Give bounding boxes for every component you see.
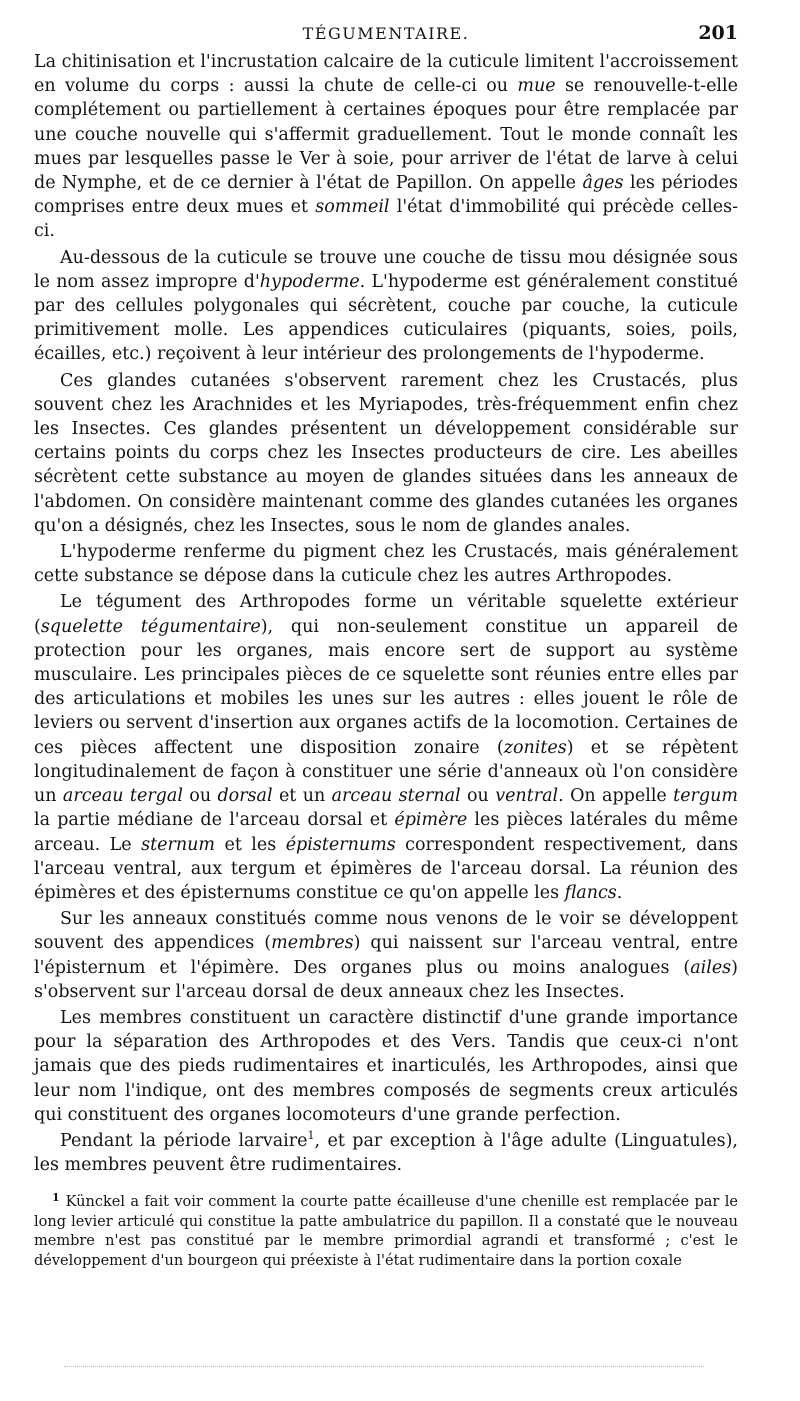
italic-term: ailes — [690, 957, 732, 978]
text-run: . — [616, 882, 623, 903]
italic-term: arceau sternal — [331, 786, 461, 807]
text-run: ) s'observent sur l'arceau dorsal de deux anneaux chez les Insectes. — [34, 957, 738, 1002]
italic-term: dorsal — [217, 786, 273, 807]
paragraph — [34, 1129, 738, 1177]
bottom-dotted-rule — [64, 1366, 704, 1367]
text-run: La chitinisation et l'incrustation calcaire de la cuticule limitent l'accroissement en volume du corps : aussi la chute de celle-ci ou — [34, 52, 738, 97]
text-run: ) et se répètent longitudinalement de façon à constituer une série d'anneaux où l'on considère un — [34, 737, 739, 807]
italic-term: épisternums — [285, 834, 396, 855]
text-run: et les — [215, 834, 286, 855]
text-run: l'état d'immobilité qui précède celles-ci. — [34, 197, 738, 242]
text-run: ou — [182, 786, 218, 807]
body-text — [34, 50, 738, 1177]
italic-term: squelette tégumentaire — [40, 616, 261, 637]
footnote-ref: 1 — [307, 1129, 315, 1143]
text-run: les périodes comprises entre deux mues et — [34, 173, 738, 218]
text-run: ou — [460, 786, 496, 807]
paragraph — [34, 1006, 738, 1127]
italic-term: mue — [517, 76, 556, 97]
italic-term: épimère — [394, 810, 468, 831]
page-number: 201 — [698, 22, 738, 44]
paragraph — [34, 50, 738, 244]
italic-term: arceau tergal — [62, 786, 183, 807]
text-run: . L'hypoderme est généralement constitué par des cellules polygonales qui sécrètent, couche par couche, la cuticule primitivement molle. Les appendices cuticulaires (piquants, soies, poils, écailles, etc.) reçoivent à leur intérieur des prolongements de l'hypoderme. — [34, 271, 738, 365]
italic-term: membres — [271, 933, 354, 954]
paragraph — [34, 369, 738, 538]
text-run: la partie médiane de l'arceau dorsal et — [34, 810, 395, 831]
running-head — [34, 22, 738, 50]
paragraph — [34, 540, 738, 588]
italic-term: ventral — [495, 786, 559, 807]
italic-term: sommeil — [315, 197, 390, 218]
book-page — [34, 22, 738, 1271]
text-run: se renouvelle-t-elle complétement ou partiellement à certaines époques pour être remplacée par une couche nouvelle qui s'affermit graduellement. Tout le monde connaît les mues par lesquelles passe le Ver à soie, pour arriver de l'état de larve à celui de Nymphe, et de ce dernier à l'état de Papillon. On appelle — [34, 76, 738, 194]
text-run: et un — [272, 786, 332, 807]
italic-term: sternum — [141, 834, 215, 855]
text-run: ) qui naissent sur l'arceau ventral, entre l'épisternum et l'épimère. Des organes plus ou moins analogues ( — [34, 933, 738, 978]
text-run: Le tégument des Arthropodes forme un véritable squelette extérieur ( — [34, 592, 738, 637]
text-run: Les membres constituent un caractère distinctif d'une grande importance pour la séparation des Arthropodes et des Vers. Tandis que ceux-ci n'ont jamais que des pieds rudimentaires et inarticulés, les Arthropodes, ainsi que leur nom l'indique, ont des membres composés de segments creux articulés qui constituent des organes locomoteurs d'une grande perfection. — [34, 1007, 738, 1125]
text-run: correspondent respectivement, dans l'arceau ventral, aux tergum et épimères de l'arceau dorsal. La réunion des épimères et des épisternums constitue ce qu'on appelle les — [34, 834, 739, 903]
text-run: les pièces latérales du même arceau. Le — [34, 810, 738, 855]
text-run: L'hypoderme renferme du pigment chez les Crustacés, mais généralement cette substance se dépose dans la cuticule chez les autres Arthropodes. — [34, 542, 738, 587]
text-run: ), qui non-seulement constitue un appareil de protection pour les organes, mais encore sert de support au système musculaire. Les principales pièces de ce squelette sont réunies entre elles par des articulations et mobiles les unes sur les autres : elles jouent le rôle de leviers ou servent d'insertion aux organes actifs de la locomotion. Certaines de ces pièces affectent une disposition zonaire ( — [34, 616, 738, 758]
text-run: Au-dessous de la cuticule se trouve une couche de tissu mou désignée sous le nom assez impropre d' — [34, 247, 738, 292]
footnote-mark: 1 — [52, 1190, 60, 1204]
text-run: Ces glandes cutanées s'observent rarement chez les Crustacés, plus souvent chez les Arachnides et les Myriapodes, très-fréquemment enfin chez les Insectes. Ces glandes présentent un développement considérable sur certains points du corps chez les Insectes producteurs de cire. Les abeilles sécrètent cette substance au moyen de glandes situées dans les anneaux de l'abdomen. On considère maintenant comme des glandes cutanées les organes qu'on a désignés, chez les Insectes, sous le nom de glandes anales. — [34, 370, 738, 536]
text-run: . On appelle — [558, 786, 674, 807]
paragraph — [34, 246, 738, 367]
footnote-text: Künckel a fait voir comment la courte patte écailleuse d'une chenille est remplacée par le long levier articulé qui constitue la patte ambulatrice du papillon. Il a constaté que le nouveau membre n'est pas constitué par le membre primordial agrandi et transformé ; c'est le développement d'un bourgeon qui préexiste à l'état rudimentaire dans la portion coxale — [34, 1194, 738, 1269]
text-run: , et par exception à l'âge adulte (Linguatules), les membres peuvent être rudimentaires. — [34, 1130, 738, 1176]
text-run: Sur les anneaux constitués comme nous venons de le voir se développent souvent des appendices ( — [34, 909, 738, 954]
italic-term: hypoderme — [259, 271, 360, 292]
footnote — [34, 1190, 738, 1271]
paragraph — [34, 907, 738, 1004]
paragraph — [34, 590, 738, 905]
italic-term: flancs — [564, 882, 617, 903]
italic-term: tergum — [673, 786, 738, 807]
italic-term: âges — [582, 173, 624, 194]
text-run: Pendant la période larvaire — [60, 1130, 308, 1151]
running-title: TÉGUMENTAIRE. — [302, 24, 470, 43]
italic-term: zonites — [503, 737, 567, 758]
